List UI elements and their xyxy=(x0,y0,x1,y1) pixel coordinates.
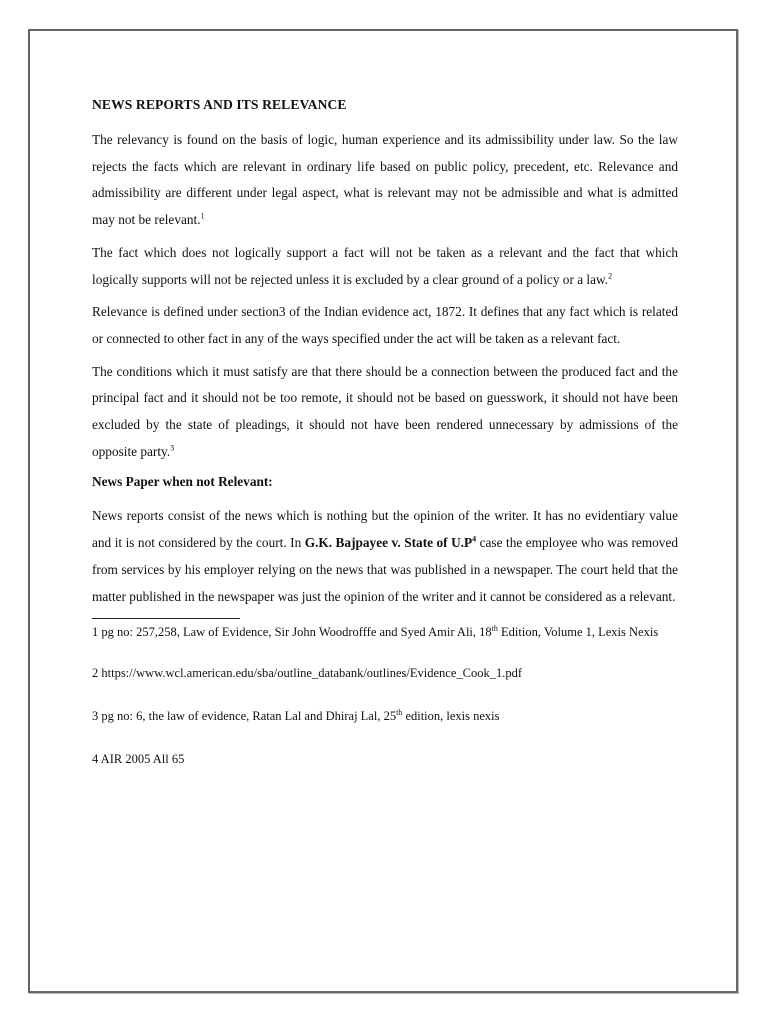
footnote-text: 4 AIR 2005 All 65 xyxy=(92,752,185,767)
footnote-superscript: th xyxy=(491,624,498,634)
page-content xyxy=(92,95,678,769)
footnote-superscript: th xyxy=(396,708,403,718)
paragraph-text: The relevancy is found on the basis of logic, human experience and its admissibility under law. So the law rejects the facts which are relevant in ordinary life based on public policy, precedent, etc. Relevance and admissibility are different under legal aspect, what is relevant may not be admissible and what is admitted may not be relevant. xyxy=(92,132,678,228)
footnote-4 xyxy=(92,750,678,769)
case-name: G.K. Bajpayee v. State of U.P xyxy=(304,535,473,551)
paragraph-conditions xyxy=(92,359,678,466)
footnote-ref-2[interactable]: 2 xyxy=(608,271,613,281)
footnote-link[interactable]: 2 https://www.wcl.american.edu/sba/outline_databank/outlines/Evidence_Cook_1.pdf xyxy=(92,666,522,681)
footnote-ref-3[interactable]: 3 xyxy=(170,443,175,453)
footnote-3 xyxy=(92,707,678,726)
footnote-2 xyxy=(92,664,678,683)
footnote-1 xyxy=(92,623,678,642)
paragraph-relevancy xyxy=(92,127,678,234)
footnote-text: 3 pg no: 6, the law of evidence, Ratan Lal and Dhiraj Lal, 25 xyxy=(92,709,397,724)
section-heading: NEWS REPORTS AND ITS RELEVANCE xyxy=(92,97,347,112)
paragraph-text-start: News reports consist of the news which is nothing but the opinion of the writer. It has no evidentiary value and it is not considered by the court. In xyxy=(92,508,678,551)
paragraph-text: The conditions which it must satisfy are that there should be a connection between the produced fact and the principal fact and it should not be too remote, it should not be based on guesswork, it should not have been excluded by the state of pleadings, it should not have been rendered unnecessary by admissions of the opposite party. xyxy=(92,363,678,459)
paragraph-news-reports xyxy=(92,503,678,610)
footnote-text: edition, lexis nexis xyxy=(402,709,500,724)
footnote-ref-1[interactable]: 1 xyxy=(200,211,205,221)
footnote-text: Edition, Volume 1, Lexis Nexis xyxy=(497,625,659,640)
paragraph-text-end: case the employee who was removed from services by his employer relying on the news that was published in a newspaper. The court held that the matter published in the newspaper was just the opinion of the writer and it cannot be considered as a relevant. xyxy=(92,535,678,604)
footnote-separator xyxy=(92,618,240,619)
footnote-text: 1 pg no: 257,258, Law of Evidence, Sir John Woodrofffe and Syed Amir Ali, 18 xyxy=(92,625,492,640)
paragraph-definition xyxy=(92,299,678,352)
footnote-ref-4[interactable]: 4 xyxy=(472,534,477,544)
subsection-heading: News Paper when not Relevant: xyxy=(92,474,273,490)
document-page xyxy=(28,29,738,993)
paragraph-text: Relevance is defined under section3 of the Indian evidence act, 1872. It defines that any fact which is related or connected to other fact in any of the ways specified under the act will be taken as a relevant fact. xyxy=(92,304,678,346)
paragraph-logical-support xyxy=(92,240,678,293)
paragraph-text: The fact which does not logically support a fact will not be taken as a relevant and the fact that which logically supports will not be rejected unless it is excluded by a clear ground of a policy or a law. xyxy=(92,244,678,287)
